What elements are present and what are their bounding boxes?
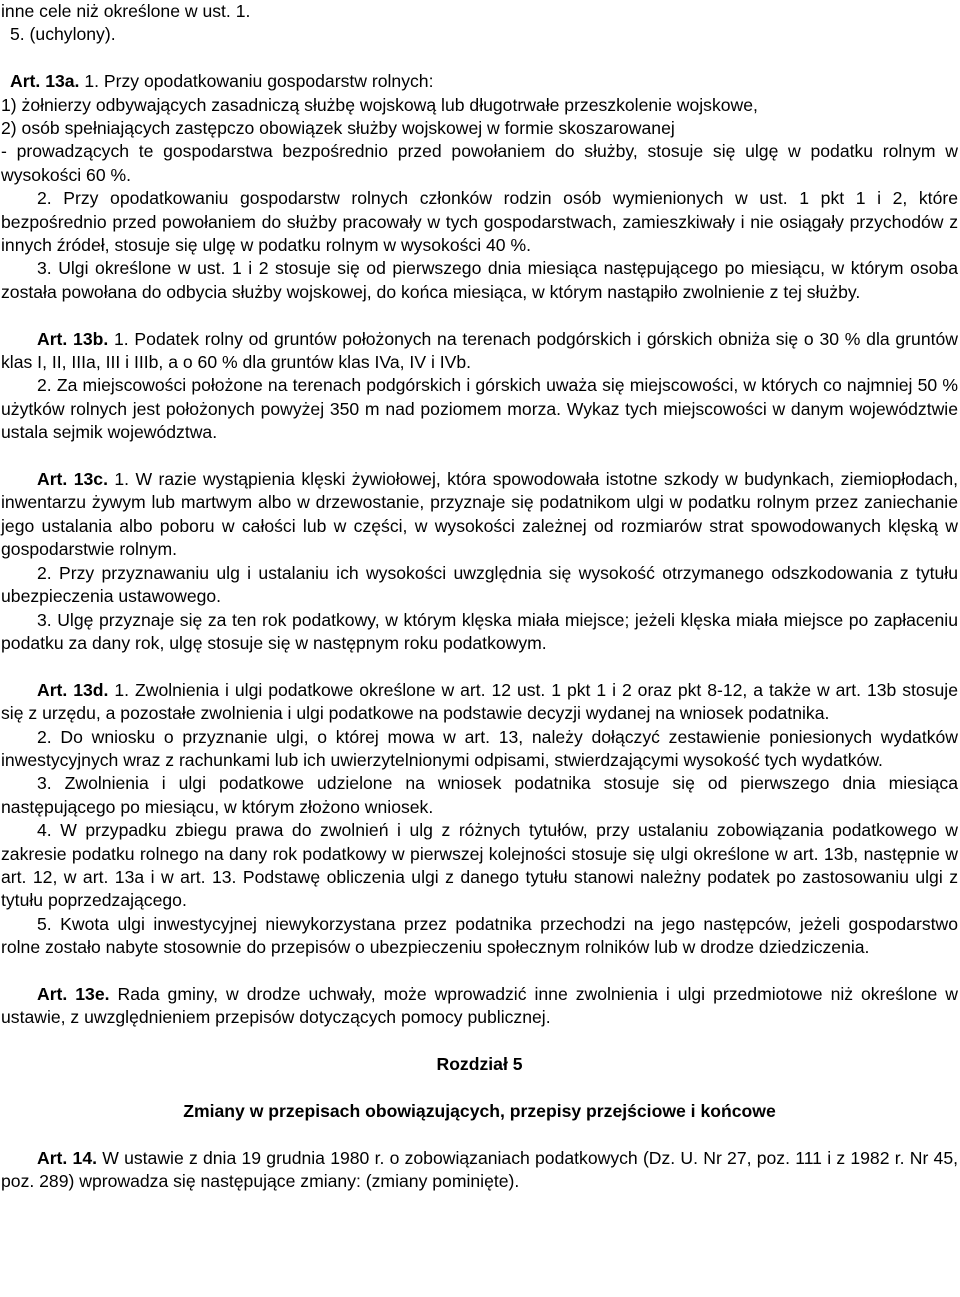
paragraph: 2. Do wniosku o przyznanie ulgi, o której mowa w art. 13, należy dołączyć zestawienie poniesionych wydatków inwestycyjnych wraz z rachunkami lub ich uwierzytelnionymi odpisami, stwierdzającymi wysokość tych wydatków. — [1, 726, 958, 770]
paragraph: 1. Podatek rolny od gruntów położonych na terenach podgórskich i górskich obniża się o 30 % dla gruntów klas I, II, IIIa, III i IIIb, a o 60 % dla gruntów klas IVa, IV i IVb. — [1, 328, 958, 373]
article-14 — [1, 1147, 958, 1194]
paragraph: 3. Ulgi określone w ust. 1 i 2 stosuje się od pierwszego dnia miesiąca następującego po miesiącu, w którym osoba została powołana do odbycia służby wojskowej, do końca miesiąca, w którym nastąpiło zwolnienie z tej służby. — [1, 258, 958, 302]
article-13b — [1, 328, 958, 445]
paragraph: 1. W razie wystąpienia klęski żywiołowej, która spowodowała istotne szkody w budynkach, ziemiopłodach, inwentarzu żywym lub martwym albo w drzewostanie, przyznaje się podatnikom ulgi w podatku rolnym przez zaniechanie jego ustalania albo poboru w całości lub w części, w wysokości zależnej od rozmiarów strat spowodowanych klęską w gospodarstwie rolnym. — [1, 469, 959, 560]
article-13d — [1, 679, 958, 960]
chapter-title: Rozdział 5 — [436, 1054, 523, 1075]
paragraph: Rada gminy, w drodze uchwały, może wprowadzić inne zwolnienia i ulgi przedmiotowe niż określone w ustawie, z uwzględnieniem przepisów dotyczących pomocy publicznej. — [1, 983, 958, 1028]
paragraph: 4. W przypadku zbiegu prawa do zwolnień i ulg z różnych tytułów, przy ustalaniu zobowiązania podatkowego w zakresie podatku rolnego na dany rok podatkowy w pierwszej kolejności stosuje się ulgi określone w art. 13b, następnie w art. 12, w art. 13a i w art. 13. Podstawę obliczenia ulgi z danego tytułu stanowi należny podatek po zastosowaniu ulgi z tytułu poprzedzającego. — [1, 820, 958, 911]
document-page — [1, 0, 958, 1194]
paragraph: 1. Zwolnienia i ulgi podatkowe określone w art. 12 ust. 1 pkt 1 i 2 oraz pkt 8-12, a także w art. 13b stosuje się z urzędu, a pozostałe zwolnienia i ulgi podatkowe na podstawie decyzji wydanej na wniosek podatnika. — [1, 679, 958, 724]
article-13c — [1, 468, 958, 655]
paragraph: W ustawie z dnia 19 grudnia 1980 r. o zobowiązaniach podatkowych (Dz. U. Nr 27, poz. 111 i z 1982 r. Nr 45, poz. 289) wprowadza się następujące zmiany: (zmiany pominięte). — [1, 1147, 958, 1192]
top-line: inne cele niż określone w ust. 1. — [1, 1, 251, 21]
list-item: - prowadzących te gospodarstwa bezpośrednio przed powołaniem do służby, stosuje się ulgę w podatku rolnym w wysokości 60 %. — [1, 141, 958, 185]
article-label: Art. 13c. — [37, 469, 108, 490]
article-label: Art. 13d. — [37, 679, 109, 700]
article-label: Art. 13e. — [37, 983, 110, 1004]
item-5: 5. (uchylony). — [10, 24, 116, 45]
paragraph: 5. Kwota ulgi inwestycyjnej niewykorzystana przez podatnika przechodzi na jego następców, jeżeli gospodarstwo rolne zostało nabyte stosownie do przepisów o ubezpieczeniu społecznym rolników lub w drodze dziedziczenia. — [1, 913, 958, 958]
paragraph: 3. Ulgę przyznaje się za ten rok podatkowy, w którym klęska miała miejsce; jeżeli klęska miała miejsce po zapłaceniu podatku za dany rok, ulgę stosuje się w następnym roku podatkowym. — [1, 609, 958, 653]
article-label: Art. 13a. — [10, 71, 80, 92]
article-13e — [1, 983, 958, 1030]
paragraph: 2. Przy przyznawaniu ulg i ustalaniu ich wysokości uwzględnia się wysokość otrzymanego odszkodowania z tytułu ubezpieczenia ustawowego. — [1, 562, 958, 607]
list-item: 2) osób spełniających zastępczo obowiązek służby wojskowej w formie skoszarowanej — [1, 118, 675, 139]
article-label: Art. 13b. — [37, 328, 109, 349]
article-label: Art. 14. — [37, 1147, 97, 1168]
chapter-subtitle: Zmiany w przepisach obowiązujących, przepisy przejściowe i końcowe — [183, 1100, 776, 1121]
paragraph: 2. Za miejscowości położone na terenach podgórskich i górskich uważa się miejscowości, w których co najmniej 50 % użytków rolnych jest położonych powyżej 350 m nad poziomem morza. Wykaz tych miejscowości w danym województwie ustala sejmik województwa. — [1, 375, 958, 443]
paragraph: 1. Przy opodatkowaniu gospodarstw rolnych: — [84, 71, 434, 92]
list-item: 1) żołnierzy odbywających zasadniczą służbę wojskową lub długotrwałe przeszkolenie wojskowe, — [1, 94, 758, 115]
paragraph: 2. Przy opodatkowaniu gospodarstw rolnych członków rodzin osób wymienionych w ust. 1 pkt 1 i 2, które bezpośrednio przed powołaniem do służby pracowały w tych gospodarstwach, zamieszkiwały i nie osiągały przychodów z innych źródeł, stosuje się ulgę w podatku rolnym w wysokości 40 %. — [1, 188, 958, 256]
article-13a — [1, 70, 958, 304]
paragraph: 3. Zwolnienia i ulgi podatkowe udzielone na wniosek podatnika stosuje się od pierwszego dnia miesiąca następującego po miesiącu, w którym złożono wniosek. — [1, 773, 958, 817]
